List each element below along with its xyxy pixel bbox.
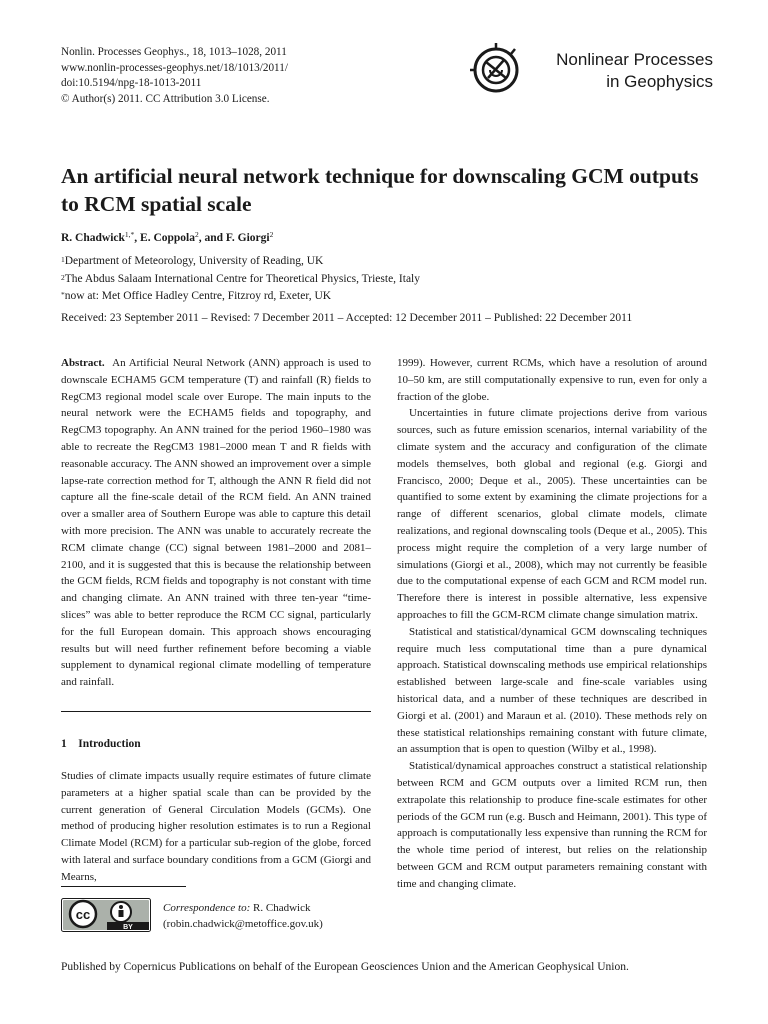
author-name: , E. Coppola	[134, 232, 195, 244]
affiliation-text: Department of Meteorology, University of Reading, UK	[64, 255, 324, 267]
body-paragraph: Uncertainties in future climate projections derive from various sources, such as future emission scenarios, internal variability of the climate system and the accuracy and configuration of the climate models themselves, both global and regional (e.g. Giorgi and Francisco, 2000; Deque et al., 2005). These uncertainties can be quantified to some extent by examining the climate projections for a range of different scenarios, global climate models, climate realizations, and regional downscaling tools (Deque et al., 2005). This process might require the completion of a very large number of simulations (Giorgi et al., 2008), which may not currently be feasible due to the computational expense of each GCM and RCM model run. Therefore there is interest in possible alternative, less expensive approaches to fill the GCM-RCM climate change simulation matrix.	[397, 407, 707, 621]
cc-logo-text: cc	[75, 907, 91, 922]
journal-url-line[interactable]: www.nonlin-processes-geophys.net/18/1013/2011/	[61, 61, 288, 74]
paper-title: An artificial neural network technique for downscaling GCM outputs to RCM spatial scale	[61, 164, 699, 216]
journal-citation	[61, 45, 288, 107]
section-heading	[61, 738, 141, 750]
journal-license-line: © Author(s) 2011. CC Attribution 3.0 License.	[61, 92, 270, 105]
affiliation-sup: *	[61, 290, 65, 299]
author-affil-sup: 2	[195, 230, 199, 239]
journal-name-line1: Nonlinear Processes	[556, 50, 713, 69]
affiliation-text: now at: Met Office Hadley Centre, Fitzroy rd, Exeter, UK	[64, 290, 332, 302]
footnote-divider	[61, 886, 186, 887]
author-name: R. Chadwick	[61, 232, 125, 244]
abstract	[61, 355, 371, 691]
affiliation-item	[61, 288, 420, 306]
correspondence-label: Correspondence to:	[163, 902, 251, 914]
affiliation-list	[61, 253, 420, 306]
author-affil-sup: 2	[269, 230, 274, 239]
author-list	[61, 232, 273, 244]
author-name: , and F. Giorgi	[198, 232, 270, 244]
abstract-divider	[61, 711, 371, 712]
affiliation-sup: 1	[61, 255, 65, 264]
publisher-footer: Published by Copernicus Publications on behalf of the European Geosciences Union and the American Geophysical Union.	[61, 961, 629, 973]
journal-doi-line[interactable]: doi:10.5194/npg-18-1013-2011	[61, 77, 202, 90]
affiliation-item	[61, 271, 420, 289]
introduction-paragraph: Studies of climate impacts usually require estimates of future climate parameters at a higher spatial scale than can be provided by the current generation of General Circulation Models (GCMs). One method of producing higher resolution estimates is to run a Regional Climate Model (RCM) for a particular sub-region of the globe, forced with lateral and surface boundary conditions from a GCM (Giorgi and Mearns,	[61, 770, 371, 883]
section-title: Introduction	[78, 738, 141, 750]
journal-logo	[468, 40, 713, 98]
creative-commons-icon	[61, 898, 151, 932]
abstract-label: Abstract.	[61, 357, 105, 369]
body-paragraph: Statistical and statistical/dynamical GCM downscaling techniques require much less computational time than a pure dynamical approach. Statistical downscaling methods use empirical relationships established between large-scale and fine-scale variables using historical data, and a number of these techniques are described in Giorgi et al. (2001) and Maraun et al. (2010). These methods rely on these statistical relationships remaining constant with future climate, an assumption that is open to question (Wilby et al., 1998).	[397, 625, 707, 756]
body-paragraph: Statistical/dynamical approaches construct a statistical relationship between RCM and GCM outputs over a limited RCM run, then extrapolate this relationship to produce fine-scale estimates for other periods of the GCM run (e.g. Busch and Heimann, 2001). This type of approach is computationally less expensive than running the RCM for the whole time period of interest, but relies on the relationship between GCM and RCM output parameters remaining constant with time and changing climate.	[397, 760, 707, 890]
abstract-text: An Artificial Neural Network (ANN) approach is used to downscale ECHAM5 GCM temperature (T) and rainfall (R) fields to RegCM3 regional model scale over Europe. The main inputs to the neural network were the ECHAM5 fields and topography, and RegCM3 topography. An ANN trained for the period 1960–1980 was able to recreate the RegCM3 1981–2000 mean T and R fields with reasonable accuracy. The ANN showed an improvement over a simple lapse-rate correction method for T, although the ANN R field did not capture all the fine-scale detail of the RCM field. An ANN trained over a smaller area of Southern Europe was able to capture this detail with more precision. The ANN was unable to accurately recreate the RCM climate change (CC) signal between 1981–2000 and 2081–2100, and it is suggested that this is because the relationship between the GCM fields, RCM fields and topography is not constant with time and changing climate. An ANN trained with three ten-year “time-slices” was able to better reproduce the RCM CC signal, particularly for the full European domain. This approach shows encouraging results but will need further refinement before becoming a viable supplement to dynamical regional climate modelling of temperature and rainfall.	[61, 357, 372, 689]
right-column	[397, 355, 707, 893]
body-paragraph: 1999). However, current RCMs, which have a resolution of around 10–50 km, are still computationally expensive to run, even for only a fraction of the globe.	[397, 357, 707, 403]
affiliation-text: The Abdus Salaam International Centre for Theoretical Physics, Trieste, Italy	[64, 272, 420, 285]
affiliation-item	[61, 253, 420, 271]
submission-dates: Received: 23 September 2011 – Revised: 7 December 2011 – Accepted: 12 December 2011 – Published: 22 December 2011	[61, 312, 633, 324]
by-label: BY	[123, 924, 133, 931]
author-affil-sup: 1,*	[124, 230, 135, 239]
correspondence	[163, 900, 323, 932]
cc-license-badge[interactable]	[61, 898, 151, 932]
correspondence-email[interactable]: (robin.chadwick@metoffice.gov.uk)	[163, 918, 323, 930]
introduction-body	[61, 768, 371, 886]
journal-name-line2: in Geophysics	[606, 72, 713, 91]
egu-logo-icon	[468, 40, 524, 98]
section-number: 1	[61, 738, 67, 750]
affiliation-sup: 2	[61, 272, 65, 282]
correspondence-name: R. Chadwick	[250, 902, 311, 914]
journal-citation-line: Nonlin. Processes Geophys., 18, 1013–1028, 2011	[61, 46, 287, 58]
